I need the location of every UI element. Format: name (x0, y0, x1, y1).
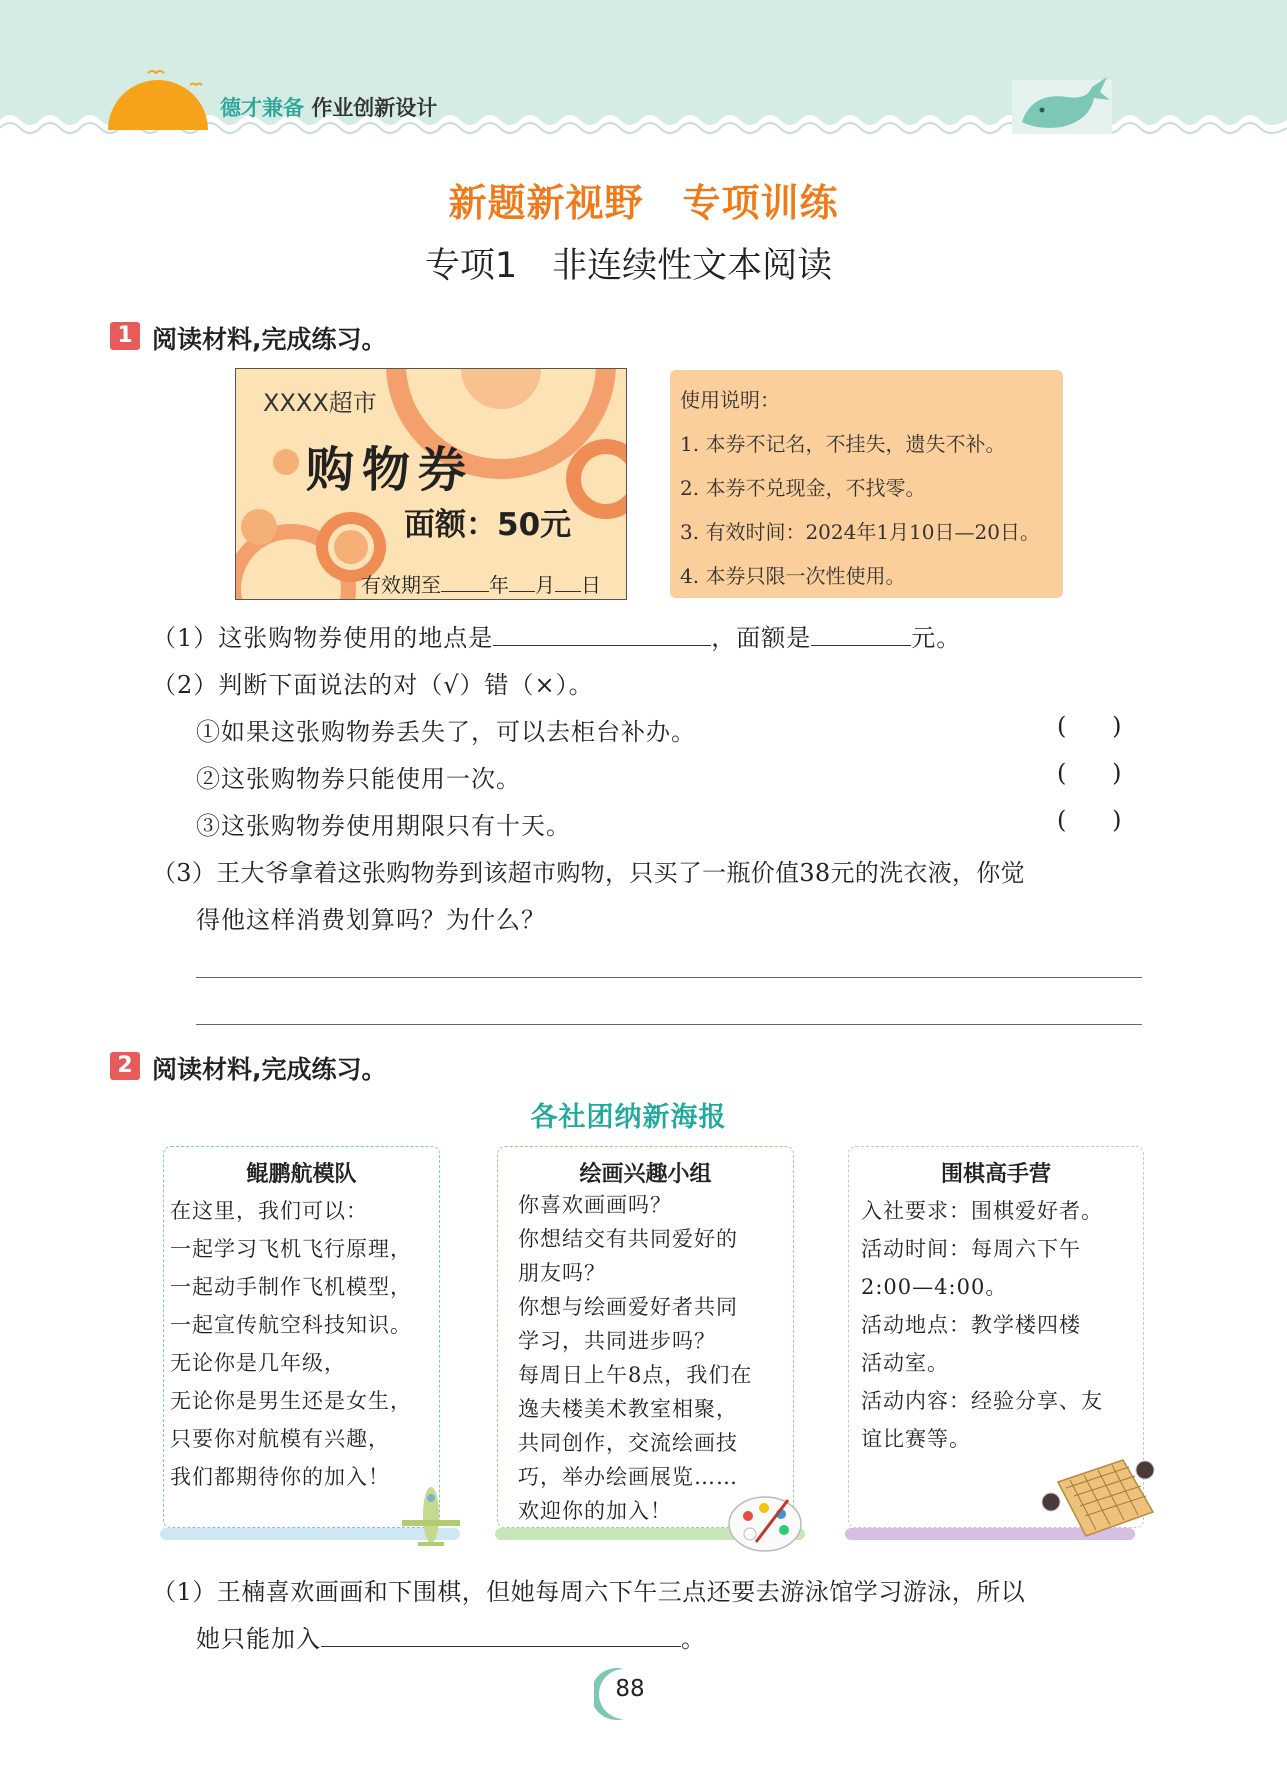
poster-line: 一起学习飞机飞行原理， (170, 1237, 412, 1261)
judge-answer-paren[interactable]: ( ) (1057, 712, 1122, 740)
notes-item: 4. 本券只限一次性使用。 (680, 564, 906, 588)
poster-line: 活动地点：教学楼四楼 (861, 1313, 1081, 1337)
poster-line: 在这里，我们可以： (170, 1199, 368, 1223)
notes-item: 3. 有效时间：2024年1月10日—20日。 (680, 520, 1040, 544)
usage-notes (670, 370, 1063, 598)
question-number-badge: 1 (110, 322, 140, 350)
airplane-model-icon (400, 1480, 462, 1550)
question-number-badge: 2 (110, 1052, 140, 1080)
poster-line: 活动时间：每周六下午 (861, 1237, 1081, 1261)
poster-line: 2:00—4:00。 (861, 1275, 1008, 1299)
poster-painting (497, 1146, 794, 1528)
q1-sub3-line1: （3）王大爷拿着这张购物券到该超市购物，只买了一瓶价值38元的洗衣液，你觉 (152, 859, 1025, 887)
main-title: 新题新视野 专项训练 (448, 181, 839, 225)
q2-sub1-line2: 她只能加入 。 (196, 1619, 706, 1654)
poster-line: 入社要求：围棋爱好者。 (861, 1199, 1103, 1223)
poster-name: 鲲鹏航模队 (246, 1162, 357, 1187)
poster-line: 活动室。 (861, 1351, 949, 1375)
q2-sub1-line1: （1）王楠喜欢画画和下围棋，但她每周六下午三点还要去游泳馆学习游泳，所以 (152, 1578, 1026, 1606)
answer-line[interactable] (196, 1024, 1142, 1025)
poster-line: 你喜欢画画吗？ (518, 1193, 672, 1217)
poster-line: 我们都期待你的加入！ (170, 1465, 390, 1489)
poster-line: 一起动手制作飞机模型， (170, 1275, 412, 1299)
sun-icon (100, 55, 210, 130)
poster-line: 你想与绘画爱好者共同 (518, 1295, 738, 1319)
judge-answer-paren[interactable]: ( ) (1057, 806, 1122, 834)
coupon-face-value: 面额：50元 (404, 507, 572, 543)
whale-icon (1012, 72, 1112, 134)
coupon-validity: 有效期至 年 月 日 (361, 573, 601, 597)
coupon-name: 购物券 (306, 442, 475, 498)
poster-line: 一起宣传航空科技知识。 (170, 1313, 412, 1337)
page-number: 88 (615, 1676, 645, 1702)
value-answer-blank[interactable] (811, 621, 911, 646)
poster-line: 欢迎你的加入！ (518, 1499, 672, 1523)
q1-sub1: （1）这张购物券使用的地点是 ，面额是 元。 (152, 618, 961, 653)
coupon-deco-circle (334, 530, 368, 564)
coupon-card (235, 368, 627, 600)
poster-line: 无论你是几年级， (170, 1351, 346, 1375)
poster-line: 逸夫楼美术教室相聚， (518, 1397, 738, 1421)
coupon-store: XXXX超市 (263, 389, 377, 417)
coupon-deco-circle (581, 454, 627, 504)
poster-line: 学习，共同进步吗？ (518, 1329, 716, 1353)
poster-name: 围棋高手营 (940, 1162, 1051, 1187)
go-board-icon (1038, 1452, 1158, 1542)
brand-title: 德才兼备 作业创新设计 (220, 96, 438, 120)
poster-aviation (163, 1146, 440, 1528)
poster-line: 你想结交有共同爱好的 (518, 1227, 738, 1251)
answer-line[interactable] (196, 977, 1142, 978)
poster-name: 绘画兴趣小组 (579, 1162, 712, 1187)
coupon-deco-circle (241, 509, 277, 545)
notes-title: 使用说明： (680, 388, 780, 412)
question-title: 阅读材料,完成练习。 (152, 1055, 387, 1084)
club-answer-blank[interactable] (321, 1622, 681, 1647)
poster-line: 谊比赛等。 (861, 1427, 971, 1451)
poster-line: 只要你对航模有兴趣， (170, 1427, 390, 1451)
poster-line: 无论你是男生还是女生， (170, 1389, 412, 1413)
poster-section-title: 各社团纳新海报 (530, 1102, 727, 1133)
poster-line: 活动内容：经验分享、友 (861, 1389, 1103, 1413)
sub-title: 专项1 非连续性文本阅读 (424, 246, 833, 286)
palette-icon (726, 1492, 804, 1554)
q1-sub2: （2）判断下面说法的对（√）错（×）。 (152, 671, 594, 699)
judge-item: ②这张购物券只能使用一次。 (196, 765, 521, 793)
judge-item: ③这张购物券使用期限只有十天。 (196, 812, 571, 840)
coupon-deco-circle (273, 449, 299, 475)
judge-answer-paren[interactable]: ( ) (1057, 759, 1122, 787)
notes-item: 1. 本券不记名，不挂失，遗失不补。 (680, 432, 1006, 456)
place-answer-blank[interactable] (493, 621, 711, 646)
judge-item: ①如果这张购物券丢失了，可以去柜台补办。 (196, 718, 696, 746)
poster-line: 每周日上午8点，我们在 (518, 1363, 753, 1387)
poster-line: 巧，举办绘画展览…… (518, 1465, 738, 1489)
question-title: 阅读材料,完成练习。 (152, 325, 387, 354)
q1-sub3-line2: 得他这样消费划算吗？为什么？ (196, 906, 546, 934)
poster-line: 共同创作，交流绘画技 (518, 1431, 738, 1455)
notes-item: 2. 本券不兑现金，不找零。 (680, 476, 926, 500)
poster-line: 朋友吗？ (518, 1261, 606, 1285)
